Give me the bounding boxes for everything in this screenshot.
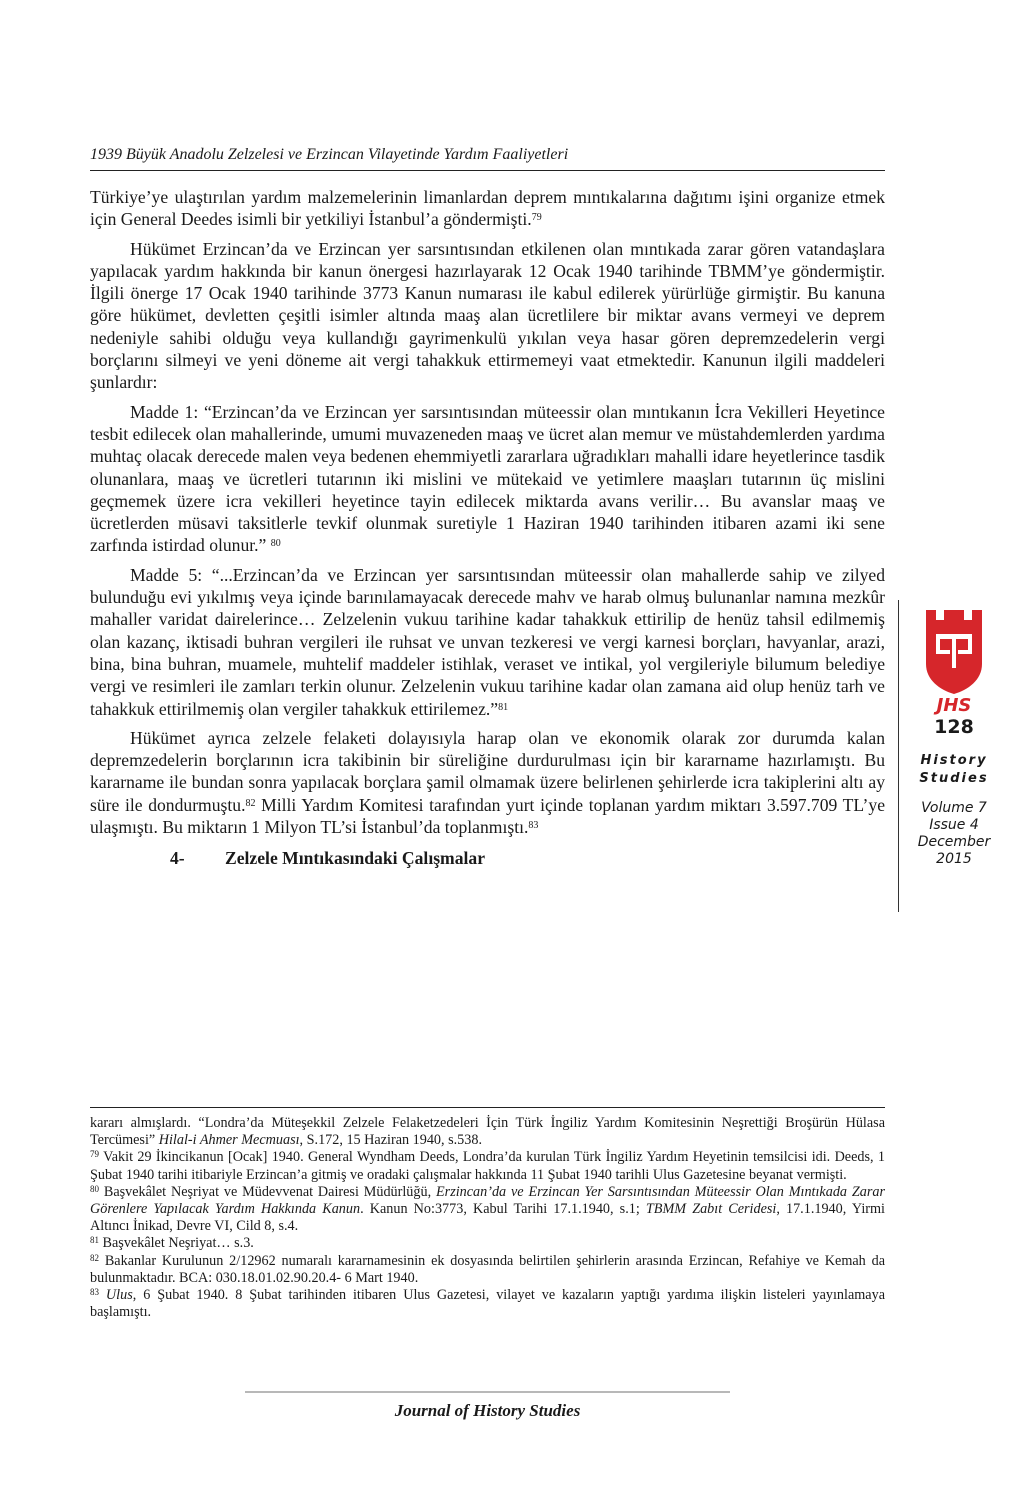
section-heading	[90, 847, 885, 869]
journal-name-line-1: History	[920, 753, 988, 768]
issue: Issue 4	[929, 817, 979, 833]
paragraph-text: Madde 5: “...Erzincan’da ve Erzincan yer sarsıntısından müteessir olan mahallerde sahip ve zilyed bulunduğu evi yıkılmış veya içinde barınılamayacak derecede mahv ve harab olmuş bulunanlar namına mezkûr mahaller varidat dairelerince… Zelzelenin vukuu tarihine kadar tahakkuk ettirilip de henüz tahsil edilmemiş olan kazanç, iktisadi buhran vergileri ile ruhsat ve unvan tezkeresi ve vergi karnesi borçları, havyanlar, arazi, bina, bina buhran, muamele, muhtelif maddeler istihlak, veraset ve intikal, yol vergileriyle bilumum belediye vergi ve resimleri ile zamları terkin olunur. Zelzelenin vukuu tarihine kadar olan zamana aid olup henüz tarh ve tahakkuk ettirilmemiş olan vergiler tahakkuk ettirilemez.”	[90, 564, 885, 719]
paragraph-2	[90, 238, 885, 394]
paragraph-text: Türkiye’ye ulaştırılan yardım malzemelerinin limanlardan deprem mıntıkalarına dağıtımı işini organize etmek için General Deedes isimli bir yetkiliyi İstanbul’a göndermişti.	[90, 187, 885, 230]
footnote-82	[90, 1253, 885, 1287]
paragraph-text: Madde 1: “Erzincan’da ve Erzincan yer sarsıntısından müteessir olan mıntıkanın İcra Vekilleri Heyetince tesbit edilecek olan mahallerinde, umumi muvazeneden maaş ve ücret alan memur ve müstahdemlerden yardıma muhtaç olacak derecede malen veya bedenen ehemmiyetli zararlara uğradıkları mahalli idare heyetlerince tasdik olunanlara, maaş ve ücretleri tutarının iki mislini ve mütekaid ve yetimlere maaşları tutarının üç mislini geçmemek üzere icra vekilleri heyetince tayin edilecek miktarda avans verilir… Bu avanslar maaş ve ücretlerden müsavi taksitlerle tevkif olunmak suretiyle 1 Haziran 1940 tarihinden itibaren azami iki sene zarfında istirdad olunur.”	[90, 401, 885, 556]
footnote-text: , 6 Şubat 1940. 8 Şubat tarihinden itibaren Ulus Gazetesi, vilayet ve kazaların yaptığı yardıma ilişkin listeleri yayınlamaya başlamıştı.	[90, 1287, 885, 1321]
footnote-number: 80	[90, 1183, 99, 1194]
footnote-text: Bakanlar Kurulunun 2/12962 numaralı kararnamesinin ek dosyasında belirtilen şehirlerin arasında Erzincan, Refahiye ve Kemah da bulunmaktadır. BCA: 030.18.01.02.90.20.4- 6 Mart 1940.	[90, 1252, 885, 1286]
footnote-83	[90, 1287, 885, 1321]
footnote-continued	[90, 1115, 885, 1149]
footnote-source-title: Ulus	[105, 1287, 133, 1304]
footnote-text: Başvekâlet Neşriyat ve Müdevvenat Dairesi Müdürlüğü,	[99, 1183, 436, 1200]
paragraph-madde-5	[90, 564, 885, 720]
footnote-text: . Kanun No:3773, Kabul Tarihi 17.1.1940, s.1;	[360, 1201, 646, 1218]
footnote-text: Başvekâlet Neşriyat… s.3.	[99, 1235, 254, 1252]
footnote-text: , S.172, 15 Haziran 1940, s.538.	[299, 1132, 482, 1149]
paragraph-text: Hükümet ayrıca zelzele felaketi dolayısıyla harap olan ve ekonomik olarak zor durumda kalan depremzedelerin borçlarının icra takibinin bir süreliğine durdurulması için bir kararname hazırlamıştı. Bu kararname ile bundan sonra yapılacak borçlara şamil olmamak üzere belirlenen şehirlerde icra takiplerini altı ay süre ile dondurmuştu.	[90, 727, 885, 815]
month: December	[917, 834, 991, 850]
journal-name-line-2: Studies	[919, 771, 989, 786]
paragraph-5	[90, 727, 885, 838]
paragraph-text: Milli Yardım Komitesi tarafından yurt içinde toplanan yardım miktarı 3.597.709 TL’ye ulaşmıştı. Bu miktarın 1 Milyon TL’si İstanbul’da toplanmıştı.	[90, 794, 885, 838]
section-number: 4-	[170, 848, 185, 869]
footnote-source-title: Hilal-i Ahmer Mecmuası	[158, 1132, 300, 1149]
section-title: Zelzele Mıntıkasındaki Çalışmalar	[225, 848, 485, 869]
footnote-text: kararı almışlardı. “Londra’da Müteşekkil Zelzele Felaketzedeleri İçin Türk İngiliz Yardım Komitesinin Neşrettiği Broşürün Hülasa Tercümesi”	[90, 1115, 885, 1149]
footnote-ref[interactable]: 83	[528, 820, 539, 832]
footnote-ref[interactable]: 79	[531, 212, 542, 224]
footnote-number: 83	[90, 1287, 99, 1298]
footnote-number: 81	[90, 1235, 99, 1246]
volume: Volume 7	[921, 800, 987, 816]
footer-journal-name: Journal of History Studies	[394, 1401, 581, 1420]
main-text	[90, 186, 885, 870]
footnote-number: 79	[90, 1149, 99, 1160]
footnote-ref[interactable]: 82	[245, 797, 256, 809]
footer-divider	[245, 1391, 730, 1393]
sidebar-divider	[898, 600, 899, 912]
footnote-ref[interactable]: 81	[498, 701, 509, 713]
paragraph-1	[90, 186, 885, 231]
footnote-number: 82	[90, 1252, 99, 1263]
footnote-79	[90, 1149, 885, 1183]
jhs-castle-logo-icon	[922, 608, 986, 696]
footnote-text: Vakit 29 İkincikanun [Ocak] 1940. General Wyndham Deeds, Londra’da kurulan Türk İngiliz Yardım Heyetinin temsilcisi idi. Deeds, 1 Şubat 1940 tarihi itibariyle Erzincan’a gitmiş ve oradaki çalışmalar hakkında 11 Şubat 1940 tarihli Ulus Gazetesine beyanat vermişti.	[90, 1149, 885, 1183]
running-header: 1939 Büyük Anadolu Zelzelesi ve Erzincan Vilayetinde Yardım Faaliyetleri	[90, 146, 885, 171]
footnote-text: , 17.1.1940, Yirmi Altıncı İnikad, Devre VI, Cild 8, s.4.	[90, 1201, 885, 1235]
footnote-source-title: TBMM Zabıt Ceridesi	[645, 1201, 777, 1218]
footnote-source-title: Erzincan’da ve Erzincan Yer Sarsıntısından Müteessir Olan Mıntıkada Zarar Görenlere Yapılacak Yardım Hakkında Kanun	[90, 1183, 885, 1218]
footnotes	[90, 1115, 885, 1321]
page-number: 128	[934, 716, 974, 738]
paragraph-text: Hükümet Erzincan’da ve Erzincan yer sarsıntısından etkilenen olan mıntıkada zarar gören vatandaşlara yapılacak yardım hakkında bir kanun önergesi hazırlayarak 12 Ocak 1940 tarihinde TBMM’ye göndermiştir. İlgili önerge 17 Ocak 1940 tarihinde 3773 Kanun numarası ile kabul edilerek yürürlüğe girmiştir. Bu kanuna göre hükümet, devletten çeşitli isimler altında maaş alan ücretlilere bir miktar avans vermeyi ve deprem nedeniyle sahibi olduğu veya kullandığı gayrimenkulü yıkılan veya hasar gören depremzedelerin vergi borçlarını silmeyi ve yeni döneme ait vergi tahakkuk ettirmemeyi vaat etmektedir. Kanunun ilgili maddeleri şunlardır:	[90, 238, 885, 393]
footnote-81	[90, 1235, 885, 1252]
paragraph-madde-1	[90, 401, 885, 557]
footnote-divider	[90, 1107, 885, 1108]
journal-sidebar	[902, 608, 1006, 868]
footnote-ref[interactable]: 80	[270, 538, 281, 550]
year: 2015	[936, 851, 972, 867]
journal-abbrev: JHS	[936, 695, 972, 716]
footnote-80	[90, 1184, 885, 1236]
